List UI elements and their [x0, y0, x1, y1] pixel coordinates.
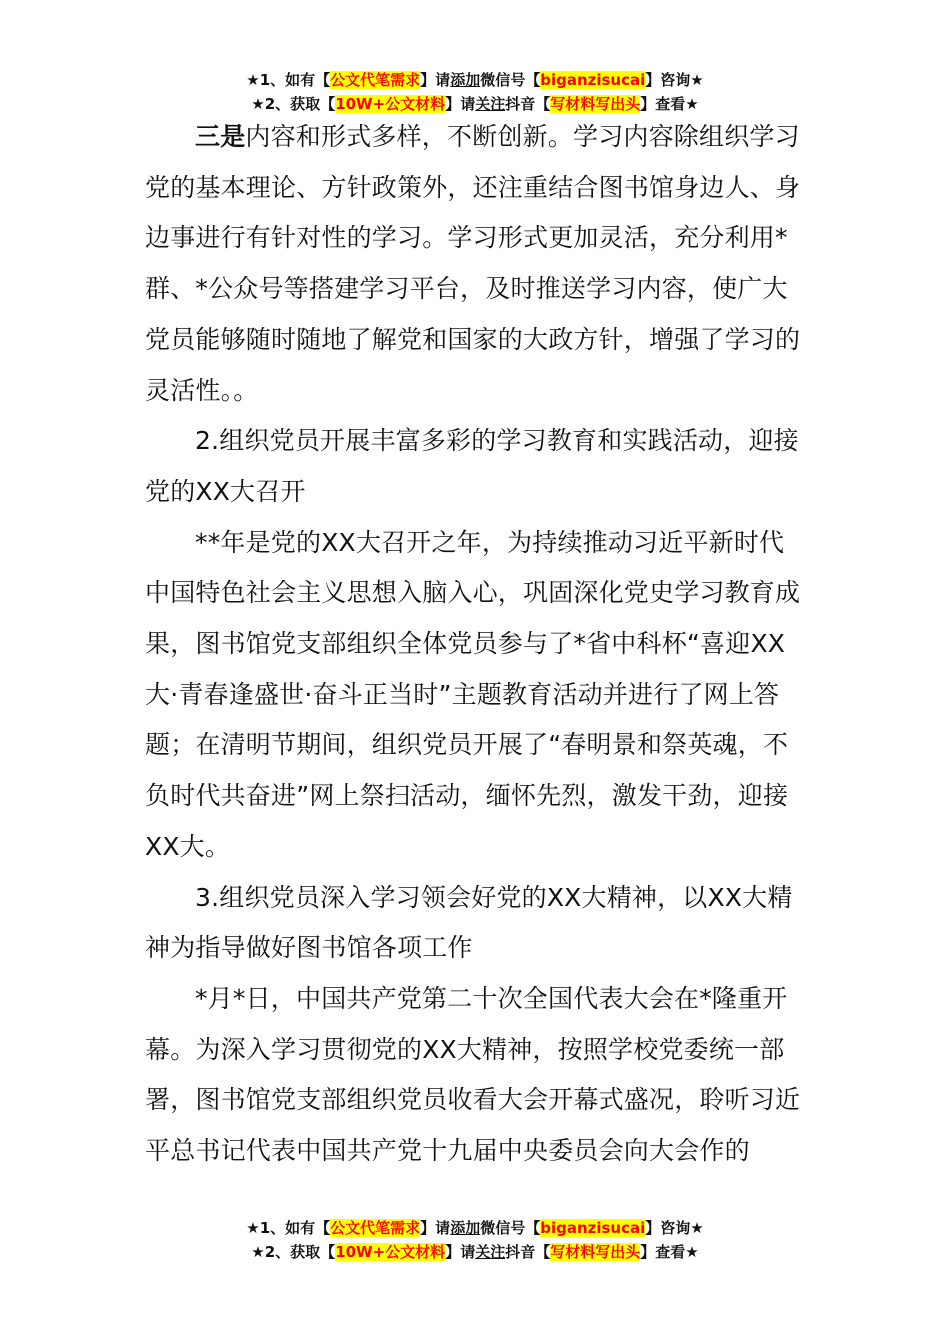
banner-text: ★2、获取【 — [251, 95, 336, 113]
footer-banner — [0, 1216, 950, 1264]
banner-text: 】请 — [445, 95, 476, 113]
paragraph-2: **年是党的XX大召开之年，为持续推动习近平新时代中国特色社会主义思想入脑入心，巩固深化党史学习教育成果，图书馆党支部组织全体党员参与了*省中科杯“喜迎XX大·青春逢盛世·奋斗正当时”主题教育活动并进行了网上答题；在清明节期间，组织党员开展了“春明景和祭英魂，不负时代共奋进”网上祭扫活动，缅怀先烈，激发干劲，迎接XX大。 — [145, 527, 801, 861]
banner-highlight-wechat-id: biganzisucai — [540, 71, 646, 89]
paragraph-lead: 三是 — [195, 122, 246, 151]
paragraph-3: *月*日，中国共产党第二十次全国代表大会在*隆重开幕。为深入学习贯彻党的XX大精神，按照学校党委统一部署，图书馆党支部组织党员收看大会开幕式盛况，聆听习近平总书记代表中国共产党十九届中央委员会向大会作的 — [145, 983, 801, 1166]
banner-highlight-service: 公文代笔需求 — [330, 1219, 421, 1237]
banner-text: 】请 — [445, 1243, 476, 1261]
section-heading-2: 2.组织党员开展丰富多彩的学习教育和实践活动，迎接党的XX大召开 — [145, 426, 799, 506]
banner-highlight-service: 公文代笔需求 — [330, 71, 421, 89]
banner-line-1 — [0, 1216, 950, 1240]
banner-text: 抖音【 — [505, 1243, 551, 1261]
banner-highlight-materials: 10W+公文材料 — [335, 95, 446, 113]
banner-highlight-douyin: 写材料写出头 — [550, 1243, 641, 1261]
paragraph-text: 内容和形式多样，不断创新。学习内容除组织学习党的基本理论、方针政策外，还注重结合图书馆身边人、身边事进行有针对性的学习。学习形式更加灵活，充分利用*群、*公众号等搭建学习平台，及时推送学习内容，使广大党员能够随时随地了解党和国家的大政方针，增强了学习的灵活性。。 — [145, 122, 801, 405]
banner-text: 】查看★ — [640, 95, 699, 113]
banner-underlined-text: 添加 — [450, 1219, 481, 1237]
banner-text: 】咨询★ — [645, 71, 704, 89]
banner-text: ★1、如有【 — [246, 71, 331, 89]
banner-highlight-douyin: 写材料写出头 — [550, 95, 641, 113]
banner-text: 】咨询★ — [645, 1219, 704, 1237]
banner-text: 】请 — [420, 71, 451, 89]
banner-text: 微信号【 — [480, 71, 541, 89]
banner-line-1 — [0, 68, 950, 92]
banner-highlight-wechat-id: biganzisucai — [540, 1219, 646, 1237]
section-heading-3: 3.组织党员深入学习领会好党的XX大精神，以XX大精神为指导做好图书馆各项工作 — [145, 882, 793, 963]
banner-text: 】请 — [420, 1219, 451, 1237]
banner-text: 微信号【 — [480, 1219, 541, 1237]
banner-underlined-text: 关注 — [475, 95, 506, 113]
banner-text: ★1、如有【 — [246, 1219, 331, 1237]
banner-text: ★2、获取【 — [251, 1243, 336, 1261]
paragraph-1 — [145, 112, 809, 416]
banner-underlined-text: 关注 — [475, 1243, 506, 1261]
banner-highlight-materials: 10W+公文材料 — [335, 1243, 446, 1261]
banner-underlined-text: 添加 — [450, 71, 481, 89]
document-body — [145, 112, 809, 1177]
banner-line-2 — [0, 1240, 950, 1264]
header-banner — [0, 68, 950, 116]
banner-text: 抖音【 — [505, 95, 551, 113]
banner-text: 】查看★ — [640, 1243, 699, 1261]
